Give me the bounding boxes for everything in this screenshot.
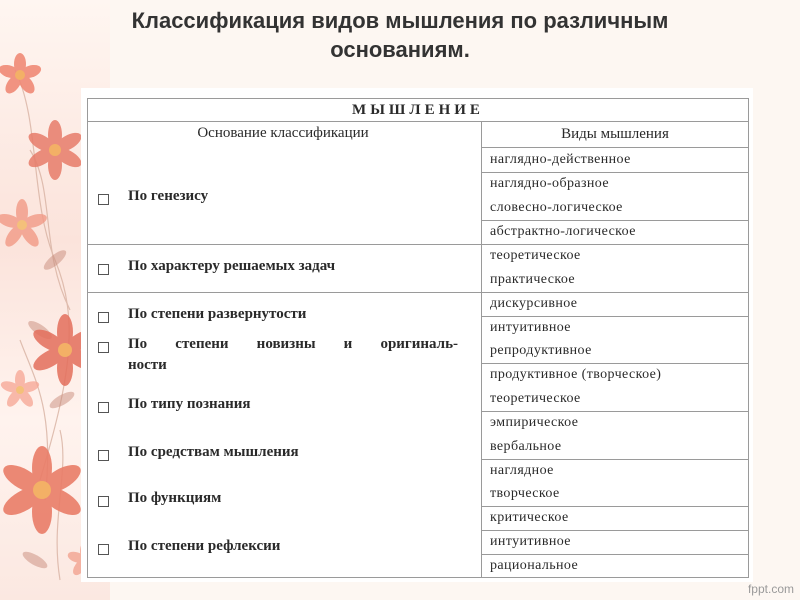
classification-basis: По средствам мышления	[128, 444, 299, 460]
row-divider	[481, 554, 748, 555]
row-divider	[481, 316, 748, 317]
square-bullet-icon	[98, 194, 109, 205]
classification-basis: По характеру решаемых задач	[128, 258, 336, 274]
thinking-type: интуитивное	[490, 534, 571, 549]
thinking-type: словесно-логическое	[490, 200, 623, 215]
row-divider	[481, 363, 748, 364]
thinking-type: критическое	[490, 510, 569, 525]
thinking-type: дискурсивное	[490, 296, 578, 311]
classification-basis: По функциям	[128, 490, 222, 506]
square-bullet-icon	[98, 496, 109, 507]
row-divider	[481, 506, 748, 507]
table-header: МЫШЛЕНИЕ	[88, 99, 748, 122]
thinking-type: вербальное	[490, 439, 562, 454]
thinking-type: теоретическое	[490, 391, 581, 406]
square-bullet-icon	[98, 312, 109, 323]
column-divider	[481, 122, 482, 577]
thinking-type: продуктивное (творческое)	[490, 367, 662, 382]
thinking-type: наглядно-образное	[490, 176, 609, 191]
thinking-type: рациональное	[490, 558, 579, 573]
square-bullet-icon	[98, 402, 109, 413]
classification-basis: По генезису	[128, 188, 209, 204]
brand-watermark: fppt.com	[747, 582, 794, 596]
row-divider	[481, 459, 748, 460]
group-divider	[88, 292, 481, 293]
thinking-type: практическое	[490, 272, 576, 287]
classification-basis: По степени развернутости	[128, 306, 307, 322]
group-divider	[88, 244, 481, 245]
row-divider	[481, 147, 748, 148]
thinking-type: эмпирическое	[490, 415, 579, 430]
column-header-types: Виды мышления	[561, 126, 669, 142]
thinking-type: интуитивное	[490, 320, 571, 335]
slide-title-line-2: основаниям.	[330, 37, 470, 62]
square-bullet-icon	[98, 264, 109, 275]
slide-title	[40, 6, 760, 64]
classification-basis-continued: ности	[128, 357, 167, 373]
row-divider	[481, 244, 748, 245]
row-divider	[481, 292, 748, 293]
column-header-basis: Основание классификации	[197, 125, 369, 141]
thinking-type: репродуктивное	[490, 343, 592, 358]
row-divider	[481, 530, 748, 531]
square-bullet-icon	[98, 342, 109, 353]
square-bullet-icon	[98, 544, 109, 555]
thinking-type: теоретическое	[490, 248, 581, 263]
classification-basis: По типу познания	[128, 396, 251, 412]
row-divider	[481, 411, 748, 412]
thinking-type: абстрактно-логическое	[490, 224, 636, 239]
thinking-type: наглядно-действенное	[490, 152, 631, 167]
row-divider	[481, 220, 748, 221]
thinking-type: творческое	[490, 486, 560, 501]
classification-table	[87, 98, 749, 578]
classification-basis: По степени новизны и оригиналь-	[128, 336, 458, 352]
thinking-type: наглядное	[490, 463, 554, 478]
slide-title-line-1: Классификация видов мышления по различным	[131, 8, 669, 33]
row-divider	[481, 172, 748, 173]
scanned-table-image	[81, 88, 753, 582]
classification-basis: По степени рефлексии	[128, 538, 281, 554]
square-bullet-icon	[98, 450, 109, 461]
